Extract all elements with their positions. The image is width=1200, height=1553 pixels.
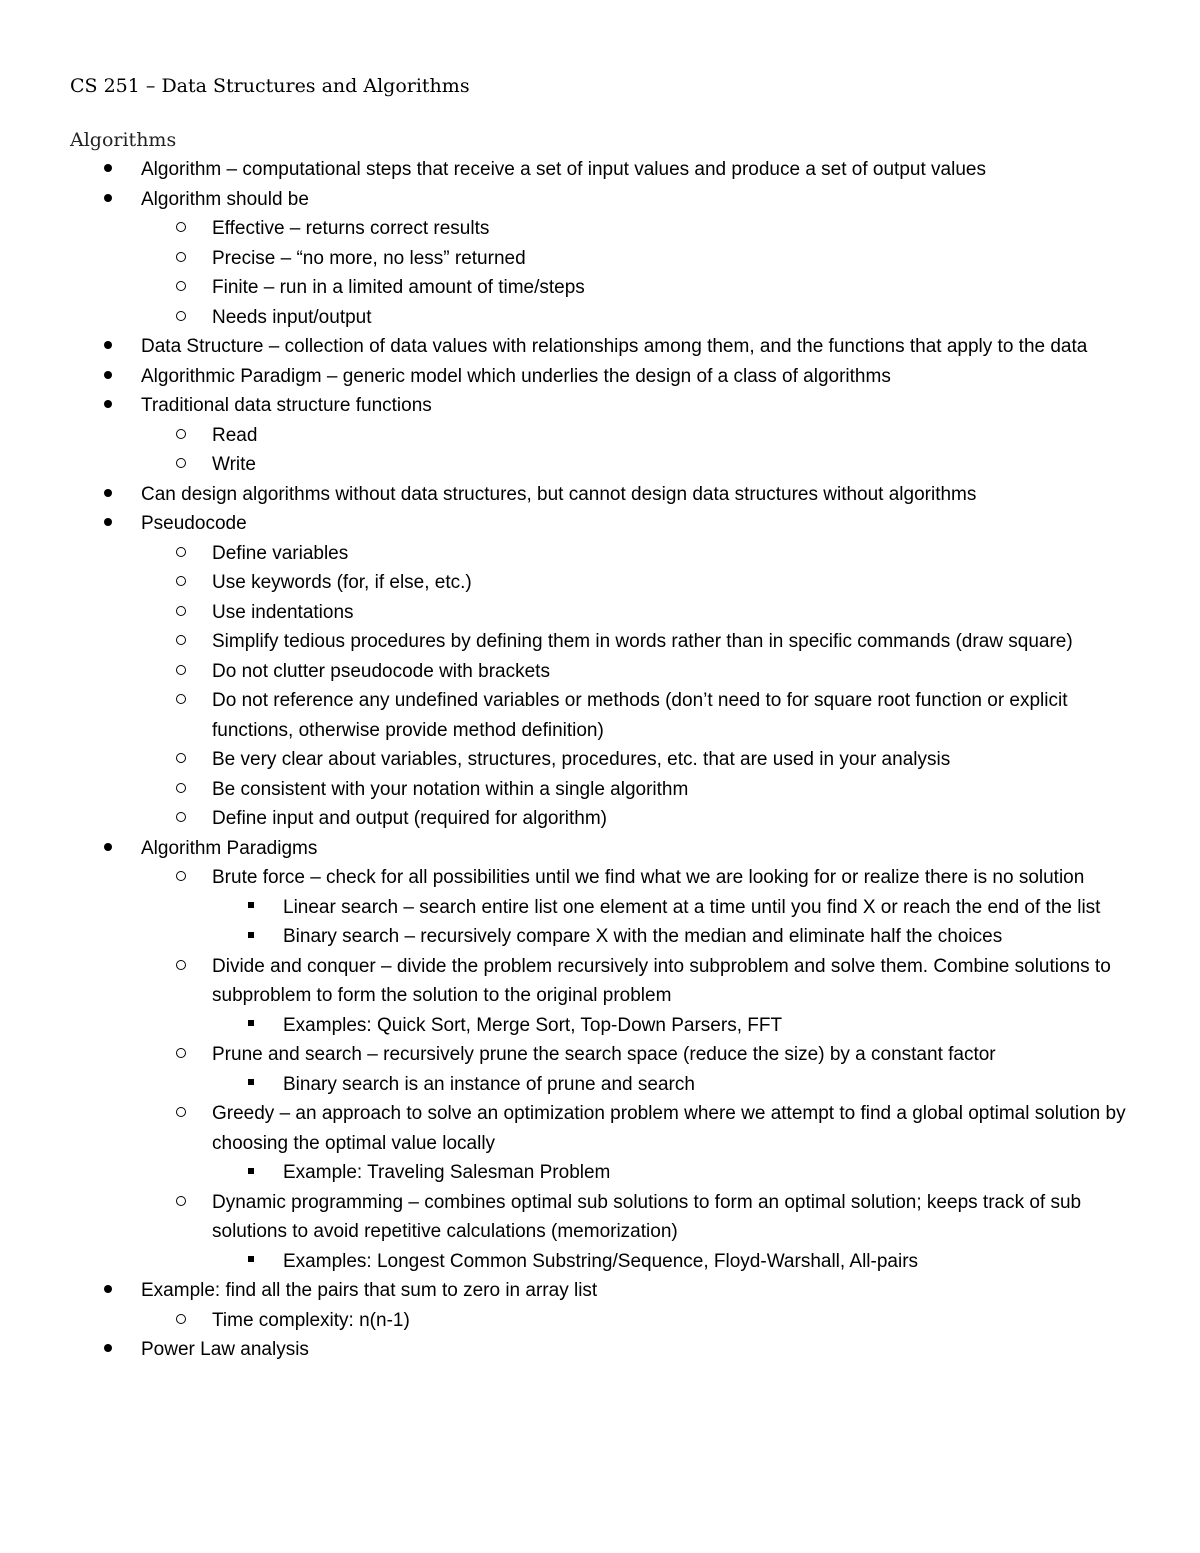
list-item-text: Traditional data structure functions [141,395,432,416]
circle-bullet-icon [176,244,186,274]
list-item-text: Dynamic programming – combines optimal sub solutions to form an optimal solution; keeps track of sub solutions to avoid repetitive calculations (memorization) [212,1191,1082,1242]
bullet-icon [104,155,112,185]
circle-bullet-icon [176,1040,186,1070]
list-item-text: Define variables [212,542,349,564]
circle-bullet-icon [176,214,186,244]
list-item-text: Define input and output (required for algorithm) [212,808,608,829]
list-item [70,834,1145,864]
list-item [70,391,1145,421]
list-item [70,863,1145,893]
list-item-text: Pseudocode [141,513,247,534]
list-item [70,303,1145,333]
square-bullet-icon [248,1158,254,1188]
list-item [70,362,1145,392]
document-page [70,71,1145,1365]
circle-bullet-icon [176,1306,186,1336]
list-item-text: Divide and conquer – divide the problem recursively into subproblem and solve them. Combine solutions to subproblem to form the solution to the original problem [212,955,1111,1006]
list-item [70,1040,1145,1070]
list-item-text: Needs input/output [212,306,372,328]
circle-bullet-icon [176,775,186,805]
list-item-text: Binary search – recursively compare X with the median and eliminate half the choices [283,926,1003,947]
list-item-text: Brute force – check for all possibilities until we find what we are looking for or realize there is no solution [212,867,1085,888]
circle-bullet-icon [176,303,186,333]
circle-bullet-icon [176,627,186,657]
list-item-text: Data Structure – collection of data values with relationships among them, and the functions that apply to the data [141,336,1088,357]
list-item-text: Precise – “no more, no less” returned [212,247,526,269]
circle-bullet-icon [176,745,186,775]
list-item-text: Effective – returns correct results [212,218,490,239]
bullet-icon [104,391,112,421]
list-item [70,598,1145,628]
list-item [70,568,1145,598]
list-item [70,922,1145,952]
list-item [70,1188,1145,1247]
list-item [70,1335,1145,1365]
list-item [70,1247,1145,1277]
list-item [70,804,1145,834]
list-item [70,745,1145,775]
list-item [70,893,1145,923]
list-item-text: Prune and search – recursively prune the search space (reduce the size) by a constant factor [212,1044,996,1065]
list-item [70,214,1145,244]
list-item-text: Example: find all the pairs that sum to zero in array list [141,1280,598,1301]
square-bullet-icon [248,893,254,923]
circle-bullet-icon [176,598,186,628]
list-item [70,480,1145,510]
bullet-icon [104,1276,112,1306]
list-item-text: Use keywords (for, if else, etc.) [212,572,472,593]
list-item-text: Examples: Quick Sort, Merge Sort, Top-Down Parsers, FFT [283,1014,783,1036]
list-item [70,450,1145,480]
document-title: CS 251 – Data Structures and Algorithms [70,75,470,97]
blank-line [70,101,1145,125]
circle-bullet-icon [176,1188,186,1218]
square-bullet-icon [248,1011,254,1041]
list-item-text: Linear search – search entire list one element at a time until you find X or reach the end of the list [283,896,1101,918]
list-item-text: Do not clutter pseudocode with brackets [212,660,550,682]
list-item-text: Write [212,454,256,475]
list-item [70,686,1145,745]
list-item-text: Be very clear about variables, structures, procedures, etc. that are used in your analysis [212,749,951,770]
bullet-icon [104,185,112,215]
list-item [70,421,1145,451]
bullet-icon [104,362,112,392]
list-item [70,155,1145,185]
list-item-text: Algorithm should be [141,188,309,210]
bullet-icon [104,480,112,510]
circle-bullet-icon [176,952,186,982]
circle-bullet-icon [176,539,186,569]
list-item-text: Be consistent with your notation within a single algorithm [212,778,689,800]
list-item-text: Greedy – an approach to solve an optimization problem where we attempt to find a global optimal solution by choosing the optimal value locally [212,1103,1126,1154]
list-item [70,657,1145,687]
list-item [70,1306,1145,1336]
list-item [70,1011,1145,1041]
list-item [70,1099,1145,1158]
notes-list [70,155,1145,1365]
list-item-text: Algorithm – computational steps that receive a set of input values and produce a set of output values [141,159,986,180]
list-item [70,1276,1145,1306]
list-item [70,539,1145,569]
list-item-text: Power Law analysis [141,1339,309,1360]
list-item-text: Simplify tedious procedures by defining them in words rather than in specific commands (draw square) [212,631,1073,652]
circle-bullet-icon [176,273,186,303]
section-heading: Algorithms [70,129,177,151]
list-item [70,775,1145,805]
list-item-text: Read [212,424,258,446]
circle-bullet-icon [176,863,186,893]
list-item-text: Do not reference any undefined variables or methods (don’t need to for square root function or explicit functions, otherwise provide method definition) [212,690,1068,741]
list-item-text: Can design algorithms without data structures, but cannot design data structures without algorithms [141,483,977,505]
bullet-icon [104,834,112,864]
list-item [70,509,1145,539]
list-item-text: Use indentations [212,601,354,623]
circle-bullet-icon [176,804,186,834]
square-bullet-icon [248,1247,254,1277]
list-item [70,627,1145,657]
bullet-icon [104,332,112,362]
circle-bullet-icon [176,657,186,687]
circle-bullet-icon [176,568,186,598]
list-item-text: Finite – run in a limited amount of time/steps [212,277,585,298]
list-item [70,244,1145,274]
circle-bullet-icon [176,421,186,451]
square-bullet-icon [248,922,254,952]
list-item [70,1158,1145,1188]
list-item [70,273,1145,303]
list-item [70,185,1145,215]
list-item [70,952,1145,1011]
list-item-text: Algorithm Paradigms [141,837,318,859]
square-bullet-icon [248,1070,254,1100]
list-item-text: Time complexity: n(n-1) [212,1309,410,1331]
circle-bullet-icon [176,450,186,480]
bullet-icon [104,509,112,539]
list-item [70,1070,1145,1100]
circle-bullet-icon [176,686,186,716]
list-item-text: Example: Traveling Salesman Problem [283,1162,611,1183]
list-item-text: Examples: Longest Common Substring/Sequence, Floyd-Warshall, All-pairs [283,1250,919,1272]
list-item-text: Algorithmic Paradigm – generic model which underlies the design of a class of algorithms [141,365,891,387]
bullet-icon [104,1335,112,1365]
list-item-text: Binary search is an instance of prune and search [283,1073,695,1095]
circle-bullet-icon [176,1099,186,1129]
list-item [70,332,1145,362]
